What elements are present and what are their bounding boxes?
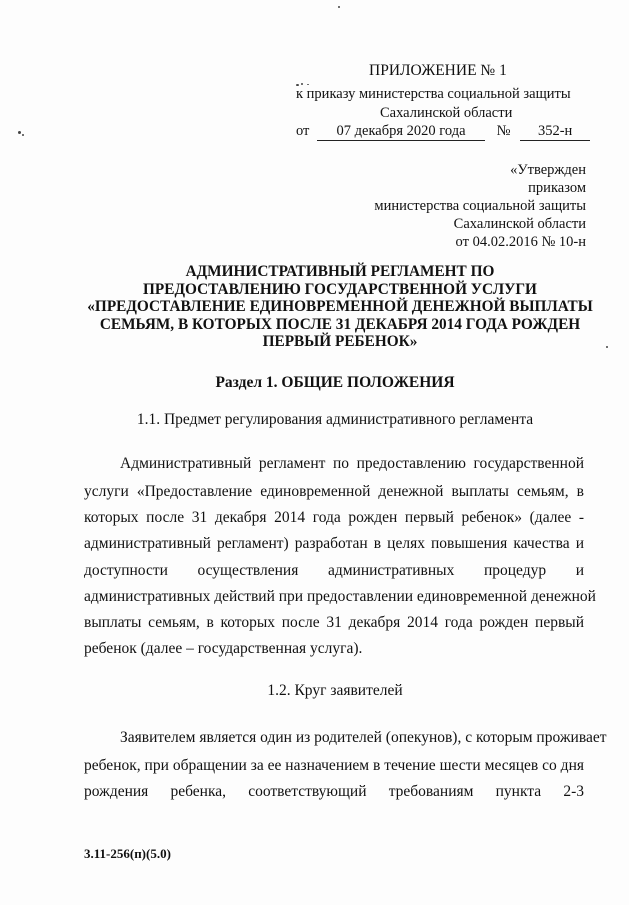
approved-line: «Утвержден — [510, 162, 586, 178]
regulation-title — [60, 263, 620, 351]
paragraph-line: доступности осуществления административных процедур и — [84, 562, 584, 579]
paragraph-line: административных действий при предоставлении единовременной денежной — [84, 588, 596, 605]
appendix-title: ПРИЛОЖЕНИЕ № 1 — [369, 62, 507, 79]
scan-speck — [307, 84, 309, 85]
scan-speck — [606, 346, 608, 348]
appendix-date-row — [296, 123, 590, 141]
order-date: 07 декабря 2020 года — [317, 123, 485, 141]
paragraph-line: услуги «Предоставление единовременной денежной выплаты семьям, в — [84, 483, 584, 500]
order-number: 352-н — [520, 123, 590, 141]
scan-speck — [22, 134, 24, 136]
paragraph-line: рождения ребенка, соответствующий требованиям пункта 2-3 — [84, 783, 584, 800]
document-code: 3.11-256(п)(5.0) — [84, 846, 171, 861]
subsection-heading: 1.1. Предмет регулирования административного регламента — [136, 411, 534, 428]
title-line: АДМИНИСТРАТИВНЫЙ РЕГЛАМЕНТ ПО — [185, 263, 495, 280]
appendix-region-line: Сахалинской области — [380, 105, 513, 121]
paragraph-line: Заявителем является один из родителей (опекунов), с которым проживает — [120, 729, 607, 746]
paragraph-line: ребенок, при обращении за ее назначением в течение шести месяцев со дня — [84, 757, 584, 774]
scan-speck — [338, 6, 340, 8]
section-heading: Раздел 1. ОБЩИЕ ПОЛОЖЕНИЯ — [215, 374, 455, 391]
scan-speck — [301, 83, 303, 85]
paragraph-line: ребенок (далее – государственная услуга). — [84, 640, 363, 657]
approved-line: Сахалинской области — [453, 216, 586, 232]
paragraph-line: выплаты семьям, в которых после 31 декабря 2014 года рожден первый — [84, 614, 584, 631]
paragraph-line: административный регламент) разработан в целях повышения качества и — [84, 535, 584, 552]
approved-line: от 04.02.2016 № 10-н — [455, 234, 586, 250]
title-line: «ПРЕДОСТАВЛЕНИЕ ЕДИНОВРЕМЕННОЙ ДЕНЕЖНОЙ ВЫПЛАТЫ — [87, 298, 593, 315]
title-line: ПЕРВЫЙ РЕБЕНОК» — [262, 333, 418, 350]
subsection-heading: 1.2. Круг заявителей — [267, 682, 403, 699]
title-line: СЕМЬЯМ, В КОТОРЫХ ПОСЛЕ 31 ДЕКАБРЯ 2014 ГОДА РОЖДЕН — [99, 315, 581, 333]
appendix-order-line: к приказу министерства социальной защиты — [296, 86, 571, 102]
scan-speck — [18, 131, 21, 134]
approved-line: приказом — [528, 180, 586, 196]
from-label: от — [296, 123, 310, 139]
paragraph-line: которых после 31 декабря 2014 года рожден первый ребенок» (далее - — [84, 509, 584, 526]
approved-line: министерства социальной защиты — [374, 198, 586, 214]
title-line: ПРЕДОСТАВЛЕНИЮ ГОСУДАРСТВЕННОЙ УСЛУГИ — [143, 280, 537, 298]
scan-speck — [296, 84, 299, 86]
number-label: № — [496, 123, 511, 139]
paragraph-line: Административный регламент по предоставлению государственной — [120, 455, 584, 472]
